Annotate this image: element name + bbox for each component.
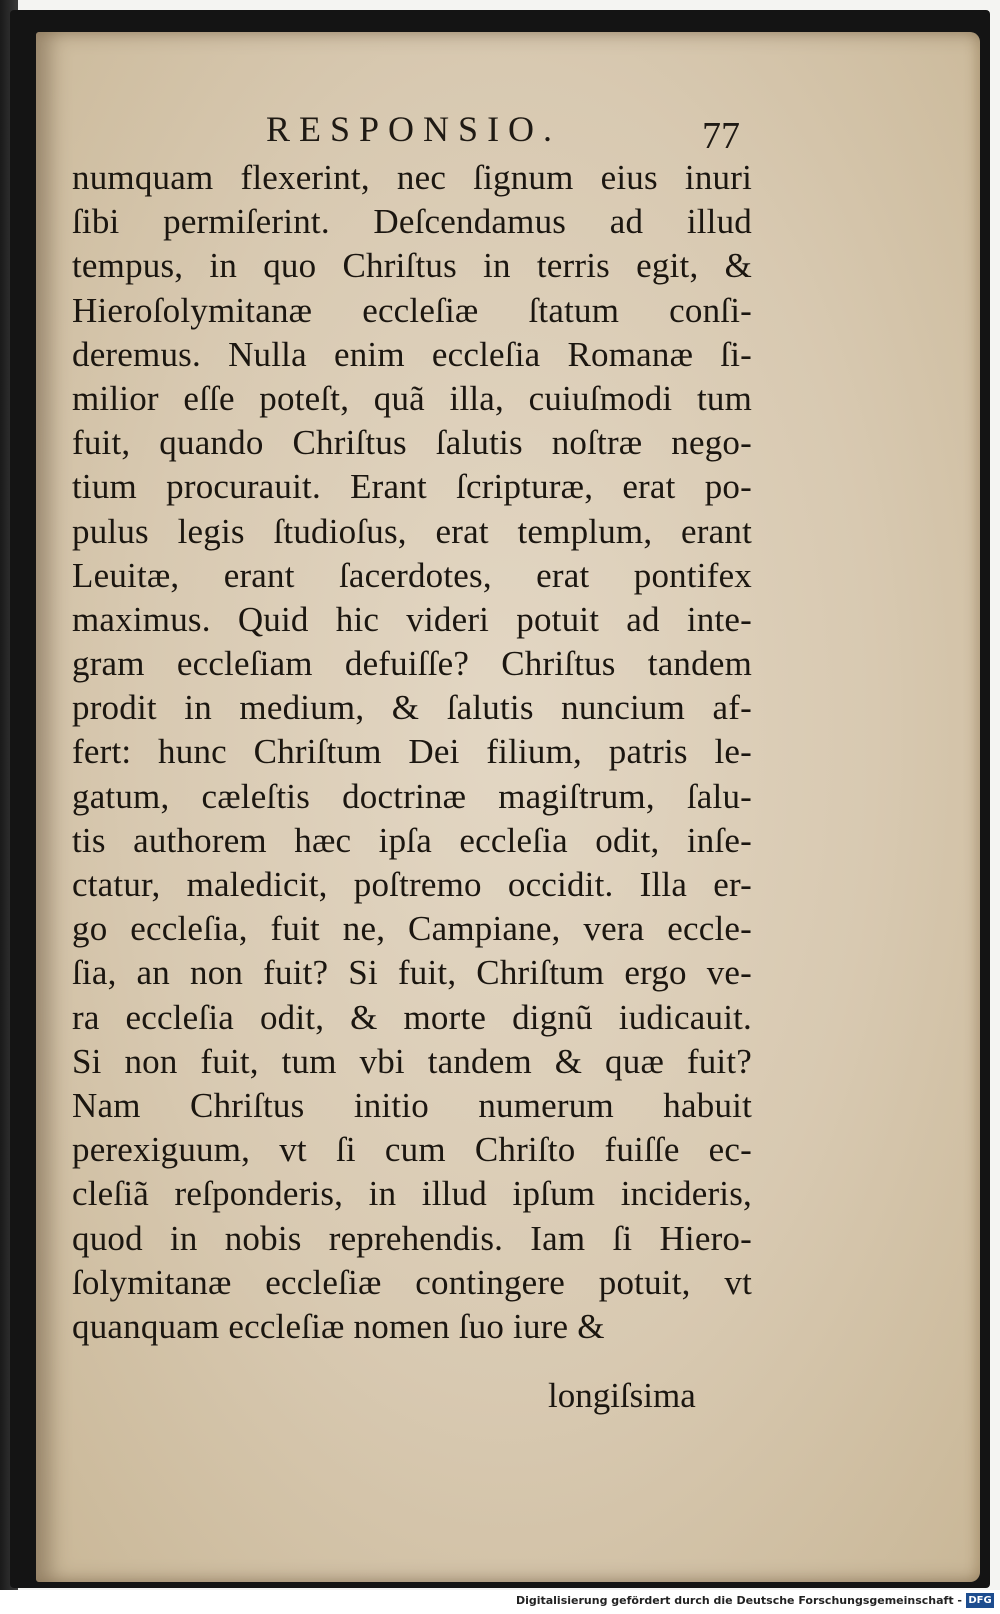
text-line: ſibi permiſerint. Deſcendamus ad illud [72, 202, 752, 242]
text-line: pulus legis ſtudioſus, erat templum, erant [72, 511, 752, 551]
text-line: Nam Chriſtus initio numerum habuit [72, 1085, 752, 1125]
paper-page [36, 32, 980, 1582]
text-line: go eccleſia, fuit ne, Campiane, vera eccle- [72, 909, 752, 949]
text-line: Si non fuit, tum vbi tandem & quæ fuit? [72, 1041, 752, 1081]
text-line: gatum, cæleſtis doctrinæ magiſtrum, ſalu- [72, 776, 752, 816]
text-line: ctatur, maledicit, poſtremo occidit. Illa er- [72, 865, 752, 904]
text-line: deremus. Nulla enim eccleſia Romanæ ſi- [72, 334, 752, 374]
text-line: ſia, an non fuit? Si fuit, Chriſtum ergo ve- [72, 953, 752, 993]
text-line: Leuitæ, erant ſacerdotes, erat pontifex [72, 555, 752, 595]
text-line: tempus, in quo Chriſtus in terris egit, & [72, 246, 752, 286]
running-title: RESPONSIO. [266, 109, 562, 149]
text-line: quod in nobis reprehendis. Iam ſi Hiero- [72, 1218, 752, 1258]
text-line: perexiguum, vt ſi cum Chriſto fuiſſe ec- [72, 1130, 752, 1170]
text-line: fert: hunc Chriſtum Dei filium, patris le- [72, 732, 752, 772]
catchword: longiſsima [548, 1376, 696, 1415]
text-line: fuit, quando Chriſtus ſalutis noſtræ nego- [72, 423, 752, 463]
text-line: ra eccleſia odit, & morte dignũ iudicauit. [72, 997, 752, 1037]
text-line: prodit in medium, & ſalutis nuncium af- [72, 688, 752, 728]
book-leaf [10, 10, 990, 1588]
text-line: Hieroſolymitanæ eccleſiæ ſtatum conſi- [72, 290, 752, 330]
text-line: numquam flexerint, nec ſignum eius inuri [72, 158, 752, 197]
page-number: 77 [702, 115, 740, 157]
text-line: tium procurauit. Erant ſcripturæ, erat po- [72, 467, 752, 507]
funding-notice: Digitalisierung gefördert durch die Deutsche Forschungsgemeinschaft - [515, 1594, 962, 1607]
text-line: cleſiã reſponderis, in illud ipſum incideris, [72, 1174, 752, 1214]
text-line: gram eccleſiam defuiſſe? Chriſtus tandem [72, 644, 752, 684]
text-line: milior eſſe poteſt, quã illa, cuiuſmodi tum [72, 378, 752, 418]
running-head [36, 108, 980, 158]
text-line: quanquam eccleſiæ nomen ſuo iure & [72, 1306, 605, 1346]
text-block [72, 156, 752, 1349]
text-line: tis authorem hæc ipſa eccleſia odit, inſe- [72, 820, 752, 860]
dfg-logo: DFG [966, 1593, 994, 1608]
text-line: ſolymitanæ eccleſiæ contingere potuit, vt [72, 1262, 752, 1302]
digitization-footer [0, 1590, 1000, 1614]
text-line: maximus. Quid hic videri potuit ad inte- [72, 599, 752, 639]
